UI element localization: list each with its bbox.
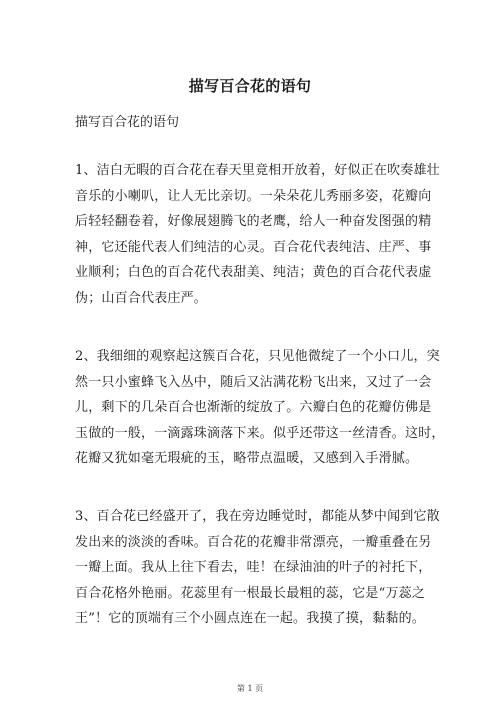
paragraph-3 [75,504,440,632]
page-number: 第 1 页 [236,684,264,693]
paragraph-line: 1、洁白无暇的百合花在春天里竟相开放着，好似正在吹奏雄壮 [75,163,440,178]
document-title: 描写百合花的语句 [188,77,312,95]
paragraph-line: 后轻轻翻卷着，好像展翅腾飞的老鹰，给人一种奋发图强的精 [75,214,432,230]
paragraph-line: 伪；山百合代表庄严。 [75,290,208,306]
paragraph-1 [75,158,440,312]
paragraph-line: 花瓣又犹如毫无瑕疵的玉，略带点温暖，又感到入手滑腻。 [75,451,419,467]
paragraph-line: 发出来的淡淡的香味。百合花的花瓣非常漂亮，一瓣重叠在另 [75,534,432,550]
paragraph-line: 音乐的小喇叭，让人无比亲切。一朵朵花儿秀丽多姿，花瓣向 [75,188,432,204]
document-subtitle: 描写百合花的语句 [75,115,180,130]
paragraph-line: 儿，剩下的几朵百合也渐渐的绽放了。六瓣白色的花瓣仿佛是 [75,400,432,416]
paragraph-line: 一瓣上面。我从上往下看去，哇！在绿油油的叶子的衬托下， [75,560,432,576]
paragraph-line: 然一只小蜜蜂飞入丛中，随后又沾满花粉飞出来，又过了一会 [75,374,432,390]
paragraph-line: 王”！它的顶端有三个小圆点连在一起。我摸了摸，黏黏的。 [75,611,426,627]
paragraph-line: 3、百合花已经盛开了，我在旁边睡觉时，都能从梦中闻到它散 [75,509,440,524]
paragraph-line: 神，它还能代表人们纯洁的心灵。百合花代表纯洁、庄严、事 [75,239,432,255]
paragraph-line: 2、我细细的观察起这簇百合花，只见他微绽了一个小口儿，突 [75,349,440,364]
paragraph-line: 业顺利；白色的百合花代表甜美、纯洁；黄色的百合花代表虚 [75,265,432,281]
paragraph-line: 百合花格外艳丽。花蕊里有一根最长最粗的蕊，它是“万蕊之 [75,585,426,601]
paragraph-2 [75,344,445,472]
paragraph-line: 玉做的一般，一滴露珠滴落下来。似乎还带这一丝清香。这时， [75,425,445,441]
